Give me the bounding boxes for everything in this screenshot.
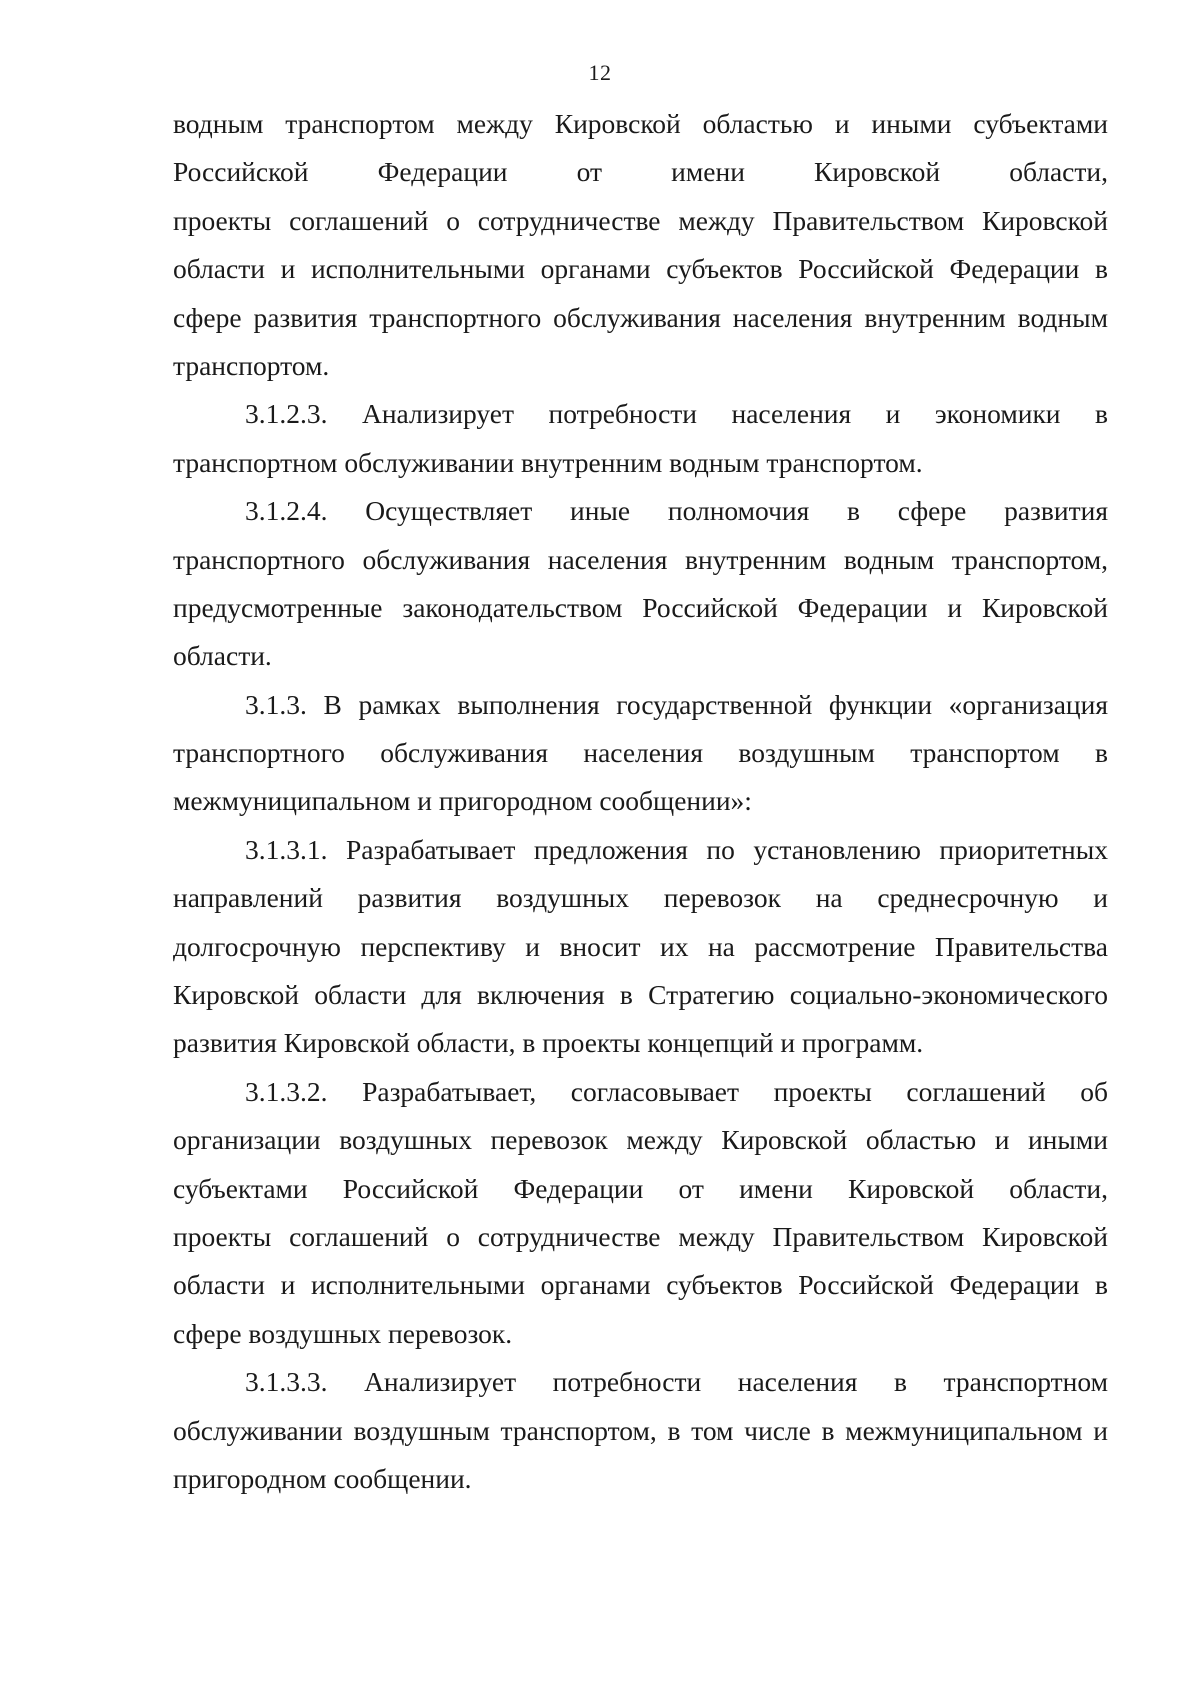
text-line: 3.1.3. В рамках выполнения государственной функции «организация (245, 688, 1108, 720)
text-line: межмуниципальном и пригородном сообщении»: (173, 785, 752, 817)
text-line: транспортном обслуживании внутренним водным транспортом. (173, 446, 923, 478)
text-line: области. (173, 640, 272, 672)
text-line: 3.1.2.4. Осуществляет иные полномочия в сфере развития (245, 495, 1108, 527)
text-line: субъектами Российской Федерации от имени Кировской области, (173, 1172, 1108, 1204)
text-line: Российской Федерации от имени Кировской области, (173, 156, 1108, 188)
text-line: транспортного обслуживания населения внутренним водным транспортом, (173, 543, 1108, 575)
text-line: проекты соглашений о сотрудничестве между Правительством Кировской (173, 1220, 1108, 1252)
text-line: сфере воздушных перевозок. (173, 1317, 513, 1349)
text-line: транспортного обслуживания населения воздушным транспортом в (173, 737, 1108, 769)
text-line: области и исполнительными органами субъектов Российской Федерации в (173, 1269, 1108, 1301)
text-line: 3.1.2.3. Анализирует потребности населения и экономики в (245, 398, 1108, 430)
text-line: пригородном сообщении. (173, 1462, 472, 1494)
text-line: 3.1.3.1. Разрабатывает предложения по установлению приоритетных (245, 833, 1108, 865)
text-line: транспортом. (173, 349, 330, 381)
text-line: организации воздушных перевозок между Кировской областью и иными (173, 1124, 1108, 1156)
text-line: сфере развития транспортного обслуживания населения внутренним водным (173, 301, 1108, 333)
text-line: проекты соглашений о сотрудничестве между Правительством Кировской (173, 204, 1108, 236)
text-line: предусмотренные законодательством Российской Федерации и Кировской (173, 591, 1108, 623)
text-line: развития Кировской области, в проекты концепций и программ. (173, 1027, 924, 1059)
text-line: 3.1.3.3. Анализирует потребности населения в транспортном (245, 1366, 1108, 1398)
text-line: Кировской области для включения в Стратегию социально-экономического (173, 979, 1108, 1011)
text-line: 3.1.3.2. Разрабатывает, согласовывает проекты соглашений об (245, 1075, 1108, 1107)
text-line: долгосрочную перспективу и вносит их на рассмотрение Правительства (173, 930, 1108, 962)
text-line: области и исполнительными органами субъектов Российской Федерации в (173, 253, 1108, 285)
body-text (173, 100, 1108, 1503)
page-number: 12 (588, 60, 612, 85)
text-line: водным транспортом между Кировской областью и иными субъектами (173, 108, 1108, 139)
text-line: направлений развития воздушных перевозок на среднесрочную и (173, 882, 1108, 914)
text-line: обслуживании воздушным транспортом, в том числе в межмуниципальном и (173, 1414, 1108, 1446)
